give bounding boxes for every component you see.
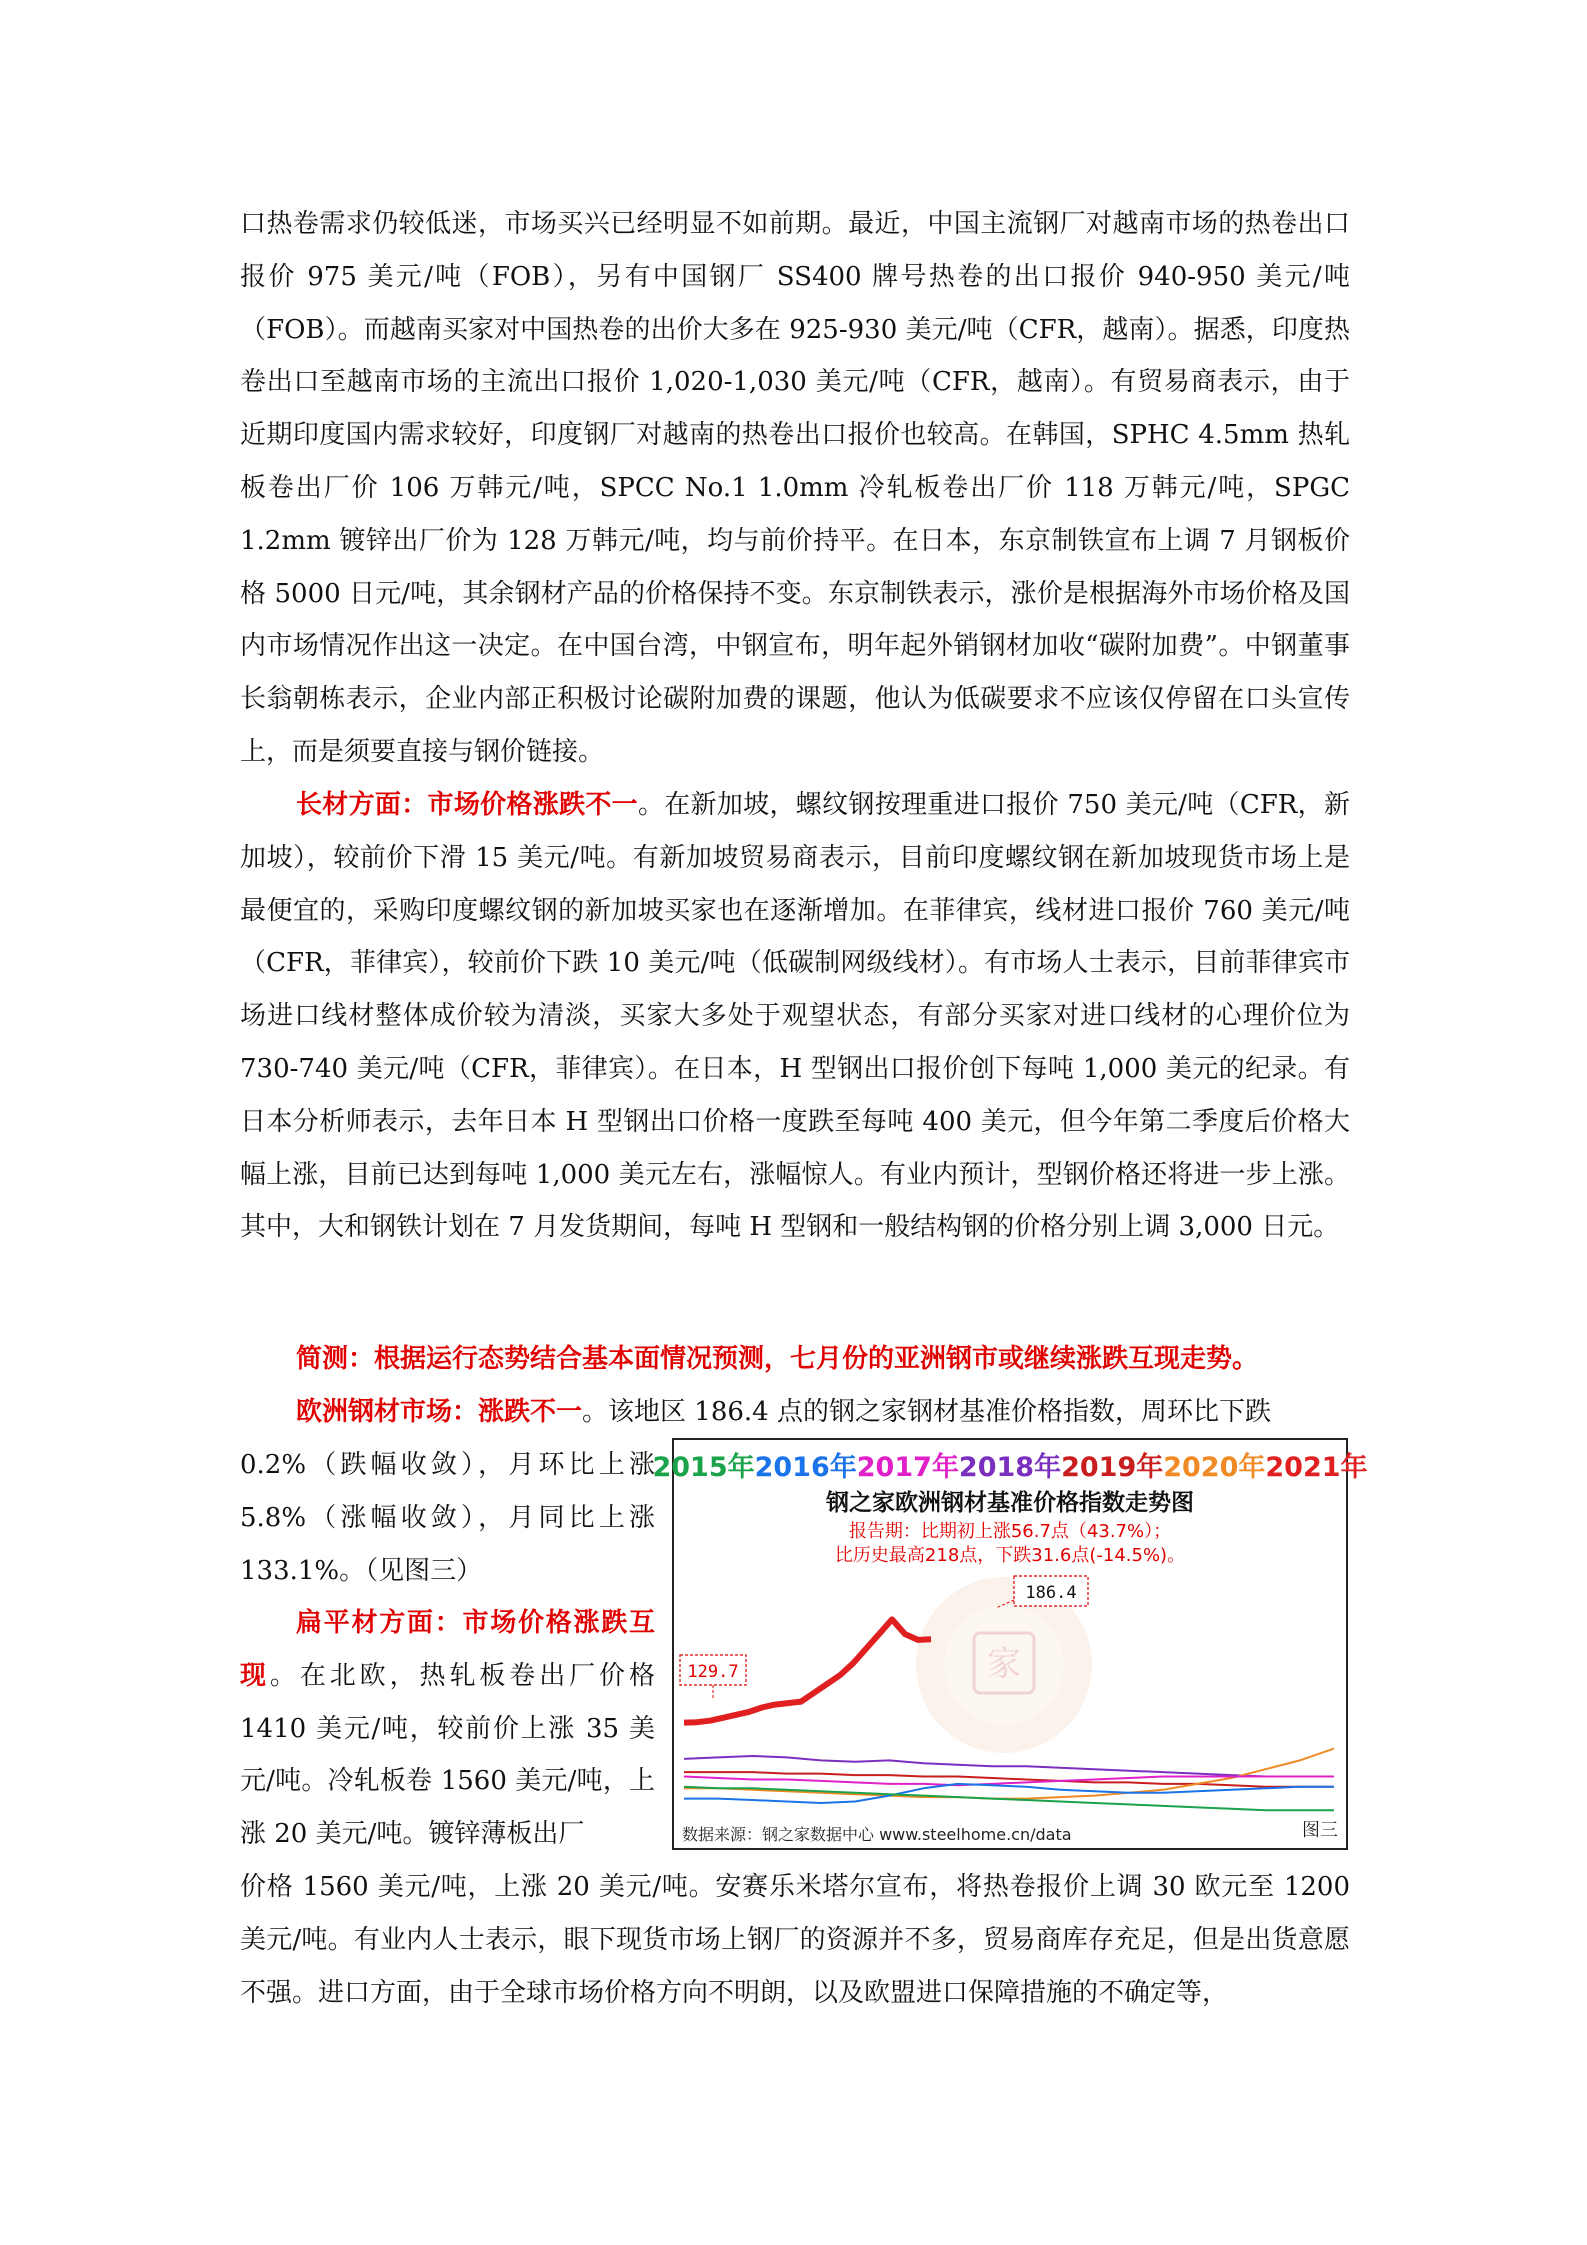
paragraph-long-products-body: 。在新加坡，螺纹钢按理重进口报价 750 美元/吨（CFR，新加坡），较前价下滑 15 美元/吨。有新加坡贸易商表示，目前印度螺纹钢在新加坡现货市场上是最便宜的，采购印度螺纹钢的新加坡买家也在逐渐增加。在菲律宾，线材进口报价 760 美元/吨（CFR，菲律宾），较前价下跌 10 美元/吨（低碳制网级线材）。有市场人士表示，目前菲律宾市场进口线材整体成价较为清淡，买家大多处于观望状态，有部分买家对进口线材的心理价位为 730-740 美元/吨（CFR，菲律宾）。在日本，H 型钢出口报价创下每吨 1,000 美元的纪录。有日本分析师表示，去年日本 H 型钢出口价格一度跌至每吨 400 美元，但今年第二季度后价格大幅上涨，目前已达到每吨 1,000 美元左右，涨幅惊人。有业内预计，型钢价格还将进一步上涨。其中，大和钢铁计划在 7 月发货期间，每吨 H 型钢和一般结构钢的价格分别上调 3,000 日元。 bbox=[240, 790, 1350, 1243]
end-value-label: 186.4 bbox=[1025, 1583, 1077, 1603]
section-heading-flat-products: 扁平材方面：市场价格涨跌互现 bbox=[240, 1608, 655, 1691]
figure-label: 图三 bbox=[1302, 1820, 1338, 1841]
paragraph-flat-products-body: 。在北欧，热轧板卷出厂价格 1410 美元/吨，较前价上涨 35 美元/吨。冷轧板卷 1560 美元/吨，上涨 20 美元/吨。镀锌薄板出厂 bbox=[240, 1660, 655, 1850]
paragraph-long-products bbox=[240, 779, 1350, 1254]
legend-year-2: 2017年 bbox=[856, 1452, 959, 1483]
chart-years-legend bbox=[652, 1451, 1367, 1483]
paragraph-europe-body: 。该地区 186.4 点的钢之家钢材基准价格指数，周环比下跌 bbox=[582, 1397, 1271, 1427]
paragraph-flat-products bbox=[240, 1597, 655, 1861]
chart-title: 钢之家欧洲钢材基准价格指数走势图 bbox=[826, 1490, 1194, 1516]
europe-price-index-chart bbox=[652, 1438, 1368, 1850]
legend-year-5: 2020年 bbox=[1163, 1452, 1266, 1483]
legend-year-0: 2015年 bbox=[652, 1452, 755, 1483]
start-value-label: 129.7 bbox=[687, 1662, 739, 1682]
chart-subtitle-2: 比历史最高218点，下跌31.6点(-14.5%)。 bbox=[834, 1545, 1186, 1566]
legend-year-6: 2021年 bbox=[1265, 1452, 1368, 1483]
legend-year-3: 2018年 bbox=[958, 1452, 1062, 1483]
paragraph-europe-cont: 0.2%（跌幅收敛），月环比上涨 5.8%（涨幅收敛），月同比上涨 133.1%。（见图三） bbox=[240, 1450, 655, 1586]
legend-year-1: 2016年 bbox=[754, 1452, 857, 1483]
start-value-callout bbox=[680, 1655, 746, 1698]
chart-subtitle-1: 报告期：比期初上涨56.7点（43.7%）； bbox=[848, 1521, 1172, 1542]
paragraph-flat-products-cont: 价格 1560 美元/吨，上涨 20 美元/吨。安赛乐米塔尔宣布，将热卷报价上调 30 欧元至 1200 美元/吨。有业内人士表示，眼下现货市场上钢厂的资源并不多，贸易商库存充足，但是出货意愿不强。进口方面，由于全球市场价格方向不明朗，以及欧盟进口保障措施的不确定等， bbox=[240, 1872, 1350, 2008]
section-heading-long-products: 长材方面：市场价格涨跌不一 bbox=[296, 790, 638, 820]
watermark-text: 家 bbox=[987, 1644, 1021, 1684]
paragraph-europe-intro bbox=[240, 1386, 1350, 1439]
paragraph-asia-flat: 口热卷需求仍较低迷，市场买兴已经明显不如前期。最近，中国主流钢厂对越南市场的热卷出口报价 975 美元/吨（FOB），另有中国钢厂 SS400 牌号热卷的出口报价 940-950 美元/吨（FOB）。而越南买家对中国热卷的出价大多在 925-930 美元/吨（CFR，越南）。据悉，印度热卷出口至越南市场的主流出口报价 1,020-1,030 美元/吨（CFR，越南）。有贸易商表示，由于近期印度国内需求较好，印度钢厂对越南的热卷出口报价也较高。在韩国，SPHC 4.5mm 热轧板卷出厂价 106 万韩元/吨，SPCC No.1 1.0mm 冷轧板卷出厂价 118 万韩元/吨，SPGC 1.2mm 镀锌出厂价为 128 万韩元/吨，均与前价持平。在日本，东京制铁宣布上调 7 月钢板价格 5000 日元/吨，其余钢材产品的价格保持不变。东京制铁表示，涨价是根据海外市场价格及国内市场情况作出这一决定。在中国台湾，中钢宣布，明年起外销钢材加收“碳附加费”。中钢董事长翁朝栋表示，企业内部正积极讨论碳附加费的课题，他认为低碳要求不应该仅停留在口头宣传上，而是须要直接与钢价链接。 bbox=[240, 209, 1350, 767]
chart-source: 数据来源：钢之家数据中心 www.steelhome.cn/data bbox=[682, 1825, 1072, 1844]
section-heading-europe: 欧洲钢材市场：涨跌不一 bbox=[296, 1397, 583, 1427]
legend-year-4: 2019年 bbox=[1061, 1452, 1164, 1483]
forecast-summary: 简测：根据运行态势结合基本面情况预测，七月份的亚洲钢市或继续涨跌互现走势。 bbox=[296, 1344, 1259, 1374]
